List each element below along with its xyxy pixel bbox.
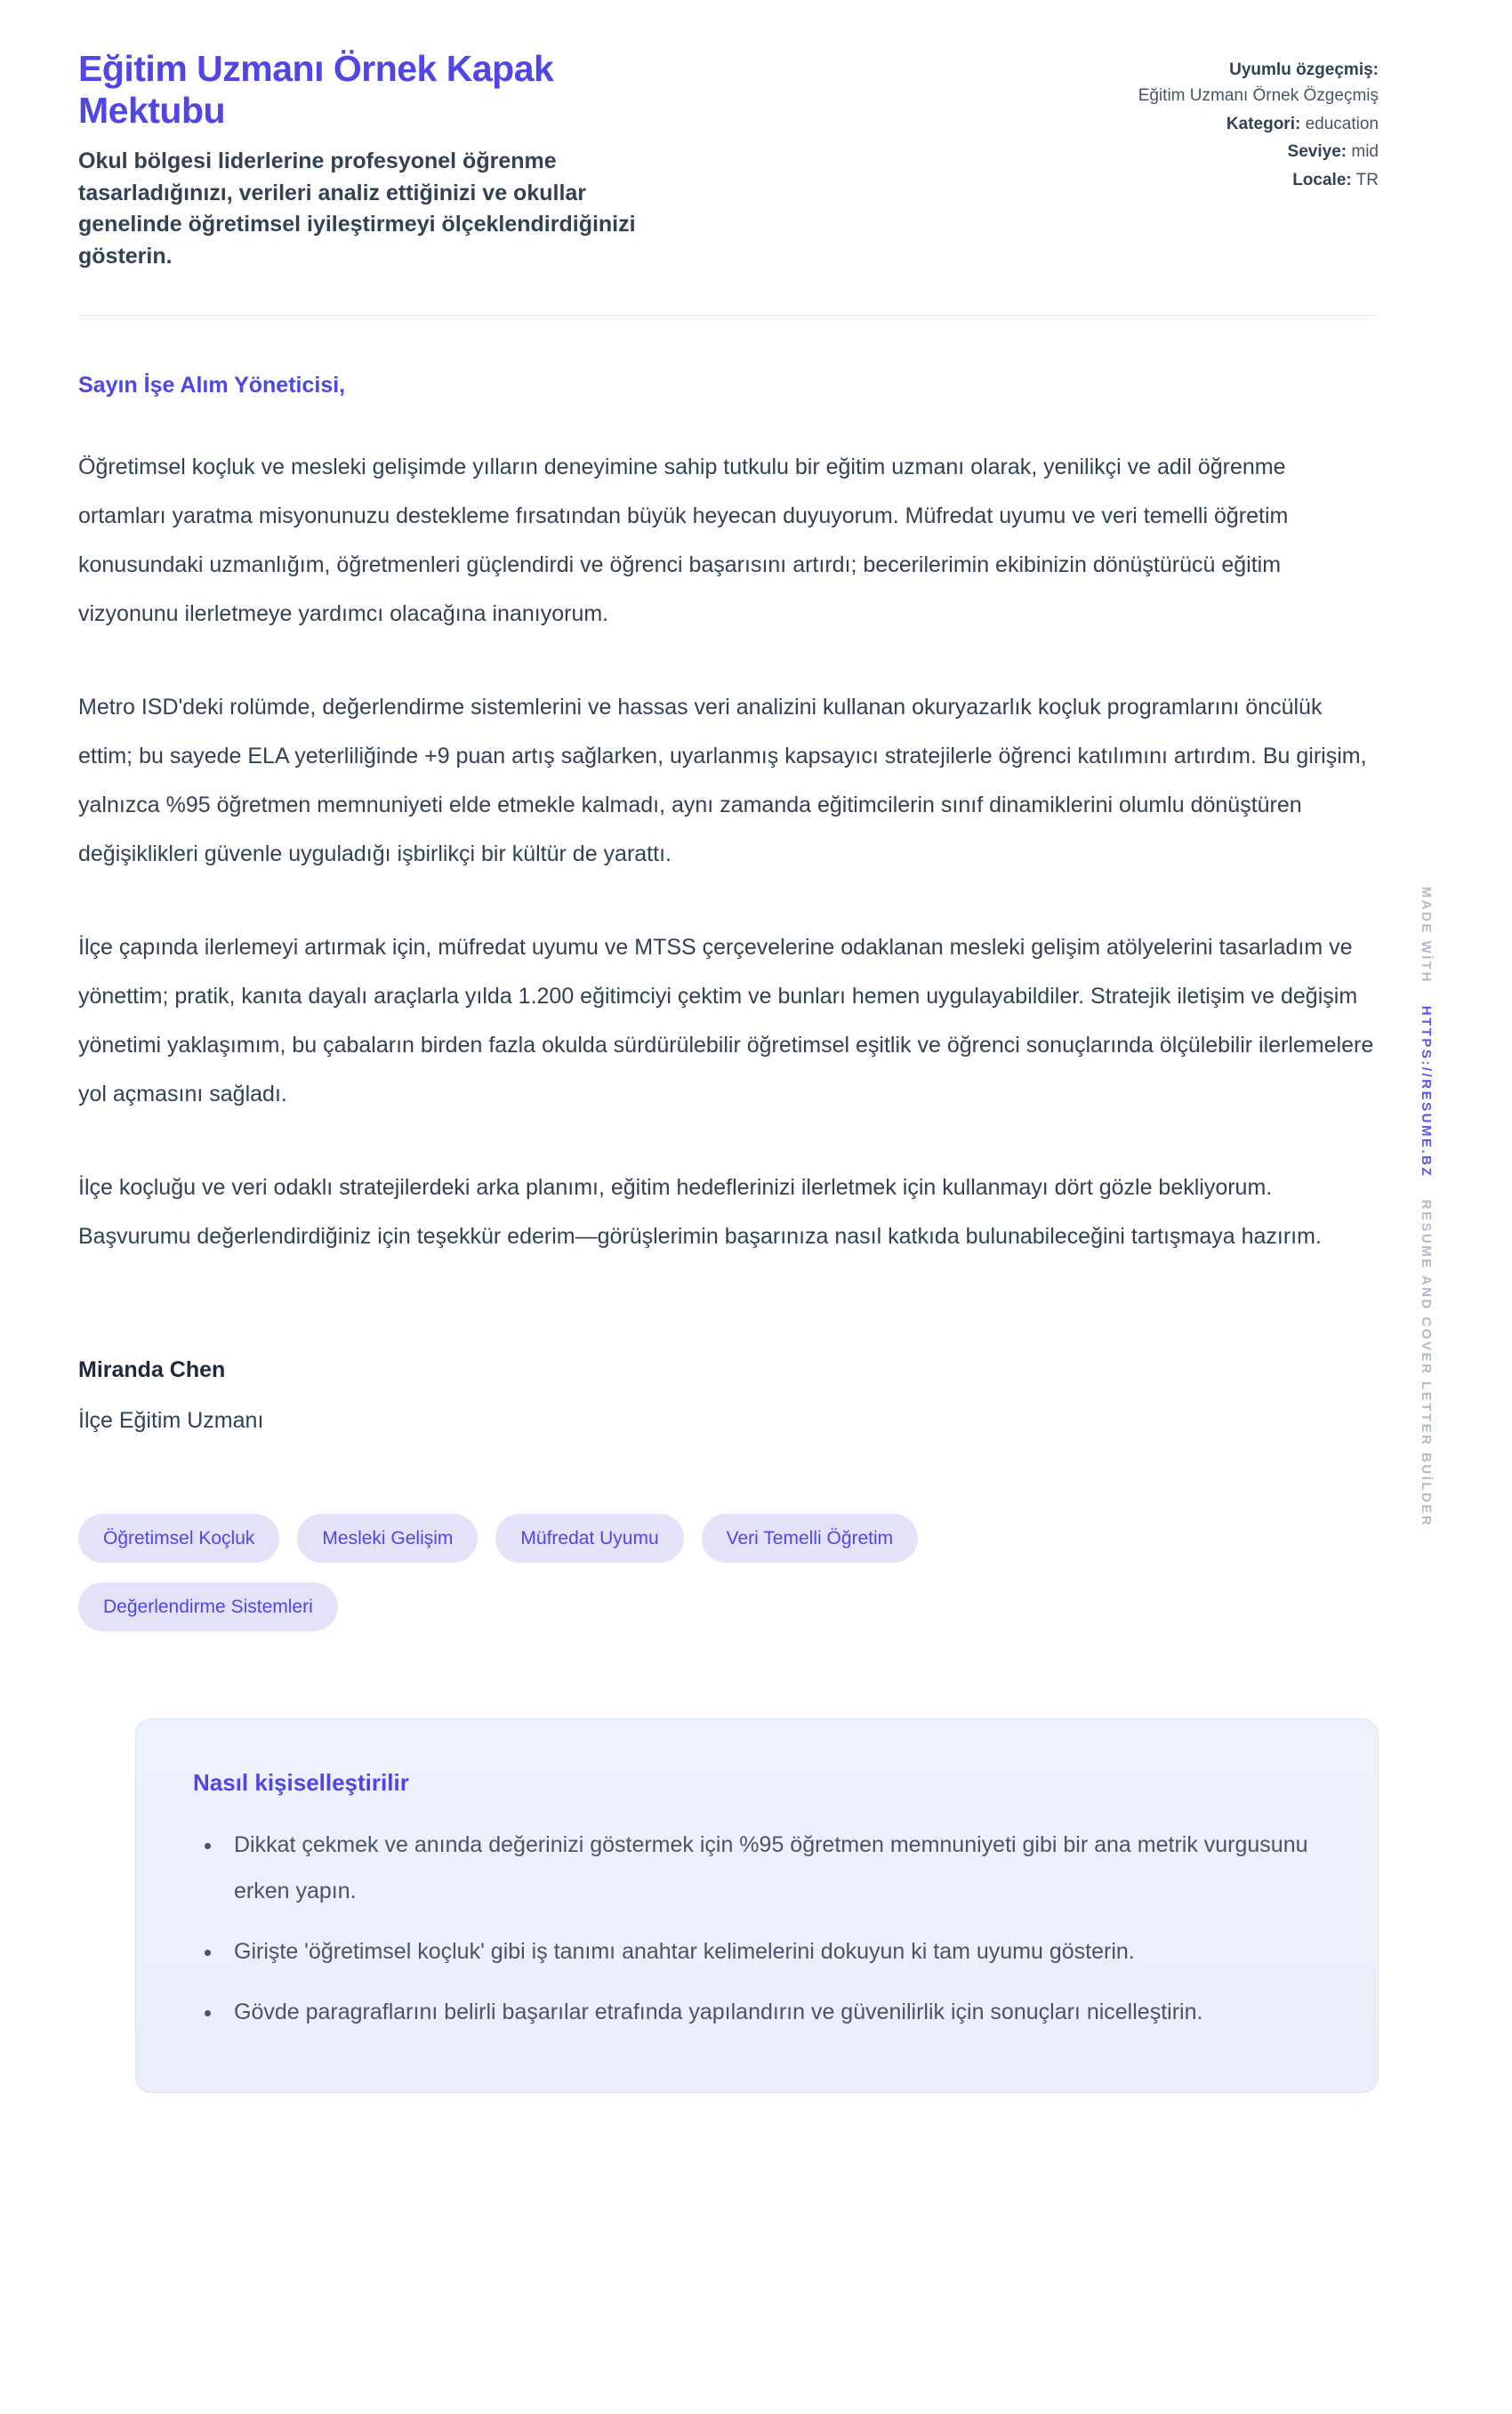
page-subtitle: Okul bölgesi liderlerine profesyonel öğrenme tasarladığınızı, verileri analiz ettiğinizi ve okullar genelinde öğretimsel iyileştirmeyi ölçeklendirdiğinizi gösterin. xyxy=(78,149,636,269)
page-header xyxy=(78,48,1379,272)
meta-locale xyxy=(1050,167,1379,193)
tag-badge: Öğretimsel Koçluk xyxy=(78,1514,279,1563)
letter-paragraph: İlçe koçluğu ve veri odaklı stratejilerdeki arka planımı, eğitim hedeflerinizi ilerletmek için kullanmayı dört gözle bekliyorum. Başvurumu değerlendirdiğiniz için teşekkür ederim—görüşlerimin başarınıza nasıl katkıda bulunabileceğini tartışmaya hazırım. xyxy=(78,1175,1322,1250)
made-with-watermark xyxy=(1419,887,1434,1527)
personalization-tip: • Girişte 'öğretimsel koçluk' gibi iş tanımı anahtar kelimelerini dokuyun ki tam uyumu gösterin. xyxy=(223,1928,1321,1975)
personalization-tips-title: Nasıl kişiselleştirilir xyxy=(193,1769,409,1797)
meta-level-value: mid xyxy=(1351,142,1379,162)
tag-badge: Veri Temelli Öğretim xyxy=(702,1514,919,1563)
signature-title: İlçe Eğitim Uzmanı xyxy=(78,1408,264,1434)
header-title-block xyxy=(78,48,665,272)
personalization-tip: • Dikkat çekmek ve anında değerinizi göstermek için %95 öğretmen memnuniyeti gibi bir ana metrik vurgusunu erken yapın. xyxy=(223,1822,1321,1914)
meta-panel xyxy=(1050,48,1379,195)
personalization-tips-list xyxy=(193,1822,1321,2035)
meta-locale-value: TR xyxy=(1355,170,1379,189)
tag-badge: Değerlendirme Sistemleri xyxy=(78,1582,338,1631)
letter-paragraph: İlçe çapında ilerlemeyi artırmak için, müfredat uyumu ve MTSS çerçevelerine odaklanan mesleki gelişim atölyelerini tasarladım ve yönettim; pratik, kanıta dayalı araçlarla yılda 1.200 eğitimciyi çektim ve bunları hemen uygulayabildiler. Stratejik iletişim ve değişim yönetimi yaklaşımım, bu çabaların birden fazla okulda sürdürülebilir öğretimsel eşitlik ve öğrenci sonuçlarında ölçülebilir ilerlemelere yol açmasını sağladı. xyxy=(78,935,1374,1107)
tag-badge: Mesleki Gelişim xyxy=(297,1514,478,1563)
page-title: Eğitim Uzmanı Örnek Kapak Mektubu xyxy=(78,48,554,132)
meta-category xyxy=(1050,111,1379,137)
header-divider xyxy=(78,315,1379,316)
resume-bz-link[interactable]: HTTPS://RESUME.BZ xyxy=(1419,1005,1434,1178)
letter-paragraph: Öğretimsel koçluk ve mesleki gelişimde yılların deneyimine sahip tutkulu bir eğitim uzmanı olarak, yenilikçi ve adil öğrenme ortamları yaratma misyonunuzu destekleme fırsatından büyük heyecan duyuyorum. Müfredat uyumu ve veri temelli öğretim konusundaki uzmanlığım, öğretmenleri güçlendirdi ve öğrenci başarısını artırdı; becerilerimin ekibinizin dönüştürücü eğitim vizyonunu ilerletmeye yardımcı olacağına inanıyorum. xyxy=(78,455,1289,627)
meta-category-value: education xyxy=(1305,114,1379,133)
tag-badge: Müfredat Uyumu xyxy=(495,1514,683,1563)
personalization-tip: • Gövde paragraflarını belirli başarılar etrafında yapılandırın ve güvenilirlik için sonuçları nicelleştirin. xyxy=(223,1989,1321,2035)
meta-resume-value: Eğitim Uzmanı Örnek Özgeçmiş xyxy=(1138,86,1379,106)
meta-level-label: Seviye: xyxy=(1287,142,1347,162)
letter-paragraph: Metro ISD'deki rolümde, değerlendirme sistemlerini ve hassas veri analizini kullanan okuryazarlık koçluk programlarını öncülük ettim; bu sayede ELA yeterliliğinde +9 puan artış sağlarken, uyarlanmış kapsayıcı stratejilerle öğrenci katılımını artırdım. Bu girişim, yalnızca %95 öğretmen memnuniyeti elde etmekle kalmadı, aynı zamanda eğitimcilerin sınıf dinamiklerini olumlu dönüştüren değişiklikleri güvenle uyguladığı işbirlikçi bir kültür de yarattı. xyxy=(78,695,1367,867)
letter-signature xyxy=(78,1357,1379,1434)
meta-level xyxy=(1050,139,1379,165)
letter-body xyxy=(78,373,1379,1434)
meta-resume xyxy=(1050,57,1379,109)
meta-resume-label: Uyumlu özgeçmiş: xyxy=(1229,60,1379,79)
personalization-tips-box xyxy=(135,1718,1379,2093)
signature-name: Miranda Chen xyxy=(78,1357,226,1383)
watermark-prefix: MADE WİTH xyxy=(1419,886,1434,984)
keyword-tags xyxy=(78,1514,1057,1631)
meta-locale-label: Locale: xyxy=(1292,170,1352,189)
watermark-suffix: RESUME AND COVER LETTER BUİLDER xyxy=(1419,1199,1434,1528)
letter-greeting: Sayın İşe Alım Yöneticisi, xyxy=(78,373,346,398)
meta-category-label: Kategori: xyxy=(1226,114,1301,133)
